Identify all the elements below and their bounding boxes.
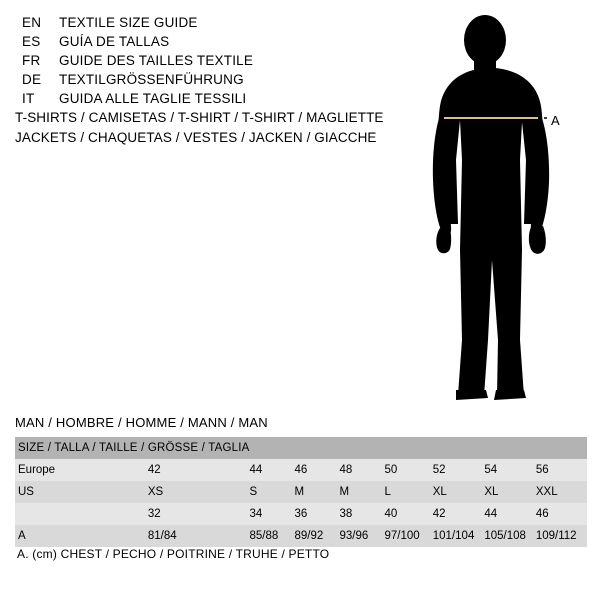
row-label: A [15, 525, 148, 547]
legend-language-code: DE [22, 72, 42, 87]
table-footnote: A. (cm) CHEST / PECHO / POITRINE / TRUHE / PETTO [17, 547, 330, 561]
table-cell: 46 [295, 459, 340, 481]
size-table [15, 437, 587, 547]
table-cell: 48 [340, 459, 385, 481]
legend-language-text: GUÍA DE TALLAS [59, 34, 170, 49]
table-cell: 97/100 [385, 525, 433, 547]
row-label: Europe [15, 459, 148, 481]
male-silhouette-icon [400, 10, 600, 410]
table-cell: S [250, 481, 295, 503]
legend-row [22, 91, 382, 110]
table-cell: 42 [148, 459, 250, 481]
legend-language-code: EN [22, 15, 42, 30]
legend-row [22, 15, 382, 34]
table-group-title: MAN / HOMBRE / HOMME / MANN / MAN [15, 415, 268, 430]
category-tshirts: T-SHIRTS / CAMISETAS / T-SHIRT / T-SHIRT / MAGLIETTE [15, 110, 384, 125]
size-table-section [15, 415, 587, 547]
legend-row [22, 34, 382, 53]
table-cell: 44 [250, 459, 295, 481]
table-header-row [15, 437, 587, 459]
table-cell: 34 [250, 503, 295, 525]
table-cell: XL [484, 481, 536, 503]
category-jackets: JACKETS / CHAQUETAS / VESTES / JACKEN / GIACCHE [15, 130, 377, 145]
table-cell: 36 [295, 503, 340, 525]
legend-row [22, 72, 382, 91]
measure-label-text: A [551, 113, 561, 128]
table-cell: 40 [385, 503, 433, 525]
table-cell: 32 [148, 503, 250, 525]
legend-row [22, 53, 382, 72]
language-legend [22, 15, 382, 110]
table-cell: XS [148, 481, 250, 503]
table-cell: M [295, 481, 340, 503]
table-cell: 42 [433, 503, 485, 525]
table-row [15, 525, 587, 547]
table-header-label: SIZE / TALLA / TAILLE / GRÖSSE / TAGLIA [15, 437, 250, 459]
legend-language-text: TEXTILGRÖSSENFÜHRUNG [59, 72, 244, 87]
table-cell: 38 [340, 503, 385, 525]
garment-categories [15, 110, 415, 150]
table-cell: 109/112 [536, 525, 587, 547]
table-row [15, 481, 587, 503]
table-cell: 105/108 [484, 525, 536, 547]
table-cell: 52 [433, 459, 485, 481]
table-cell: 89/92 [295, 525, 340, 547]
table-row [15, 503, 587, 525]
measure-label-a [551, 113, 560, 128]
table-cell: XL [433, 481, 485, 503]
table-row [15, 459, 587, 481]
table-cell: XXL [536, 481, 587, 503]
table-cell: 81/84 [148, 525, 250, 547]
table-cell: 46 [536, 503, 587, 525]
legend-language-text: GUIDA ALLE TAGLIE TESSILI [59, 91, 247, 106]
legend-language-code: ES [22, 34, 41, 49]
legend-language-code: FR [22, 53, 41, 68]
table-cell: 56 [536, 459, 587, 481]
legend-language-text: GUIDE DES TAILLES TEXTILE [59, 53, 254, 68]
body-figure [400, 10, 600, 410]
legend-language-text: TEXTILE SIZE GUIDE [59, 15, 198, 30]
table-cell: 85/88 [250, 525, 295, 547]
table-cell: 54 [484, 459, 536, 481]
table-cell: 93/96 [340, 525, 385, 547]
table-cell: 50 [385, 459, 433, 481]
row-label: US [15, 481, 148, 503]
table-cell: 44 [484, 503, 536, 525]
table-cell: M [340, 481, 385, 503]
table-cell: L [385, 481, 433, 503]
legend-language-code: IT [22, 91, 35, 106]
table-cell: 101/104 [433, 525, 485, 547]
row-label [15, 503, 148, 525]
